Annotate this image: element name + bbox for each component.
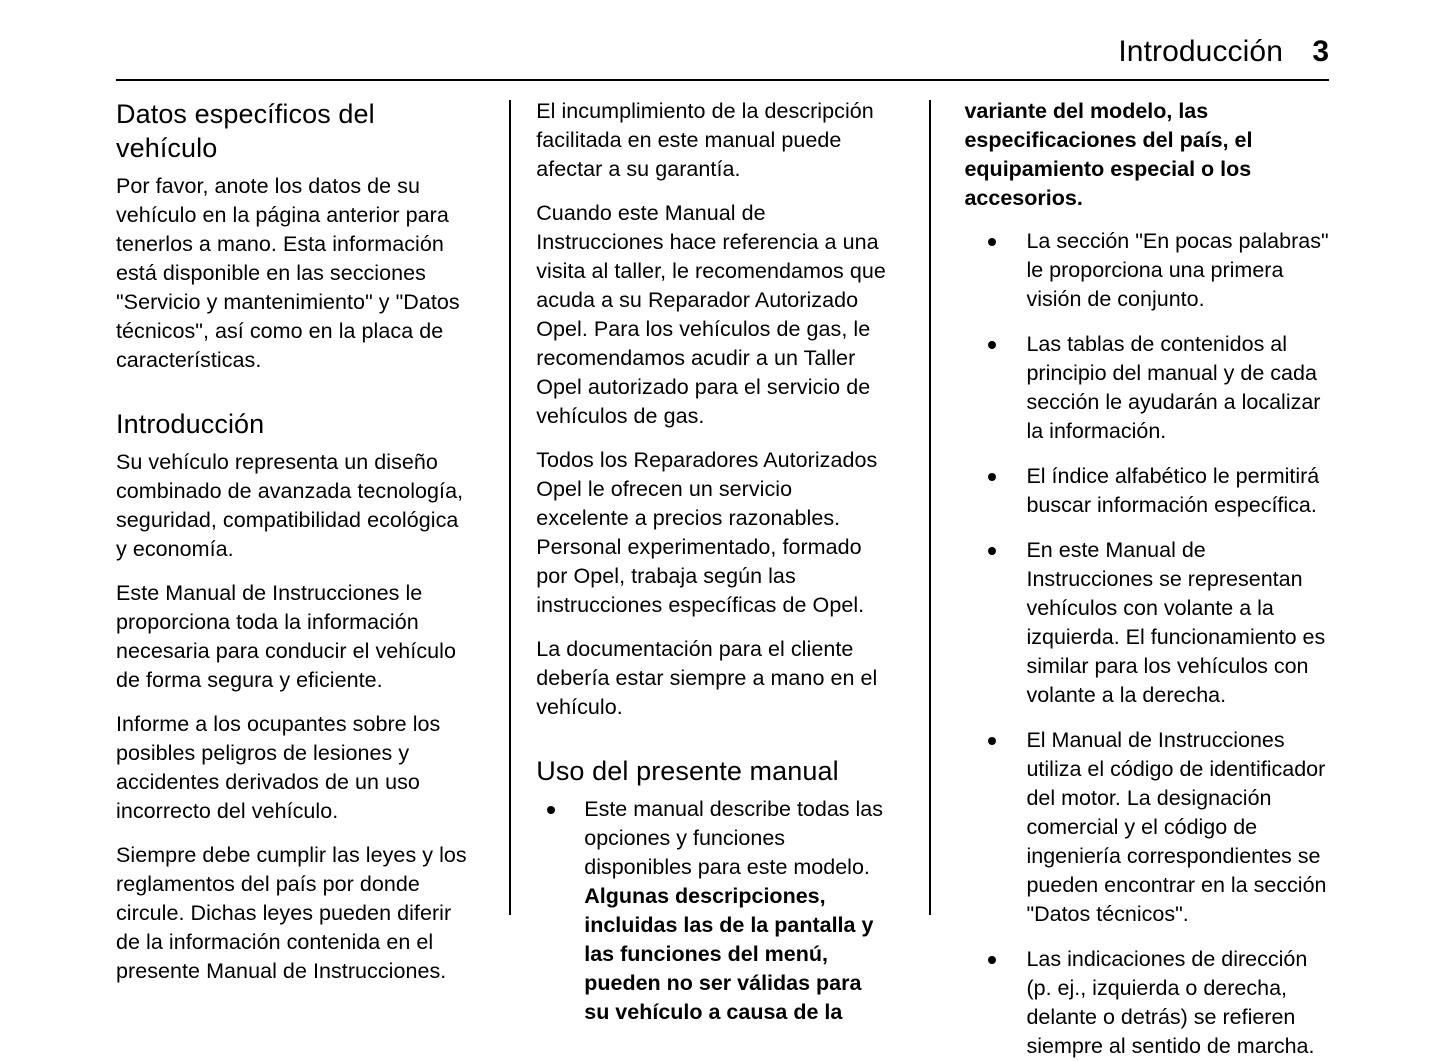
column-2 <box>511 97 929 1024</box>
content-columns <box>116 97 1329 1058</box>
list-item <box>964 227 1329 314</box>
list-item-text: Las indicaciones de dirección (p. ej., izquierda o derecha, delante o detrás) se refieren siempre al sentido de marcha. <box>1026 947 1315 1058</box>
heading-uso-del-presente-manual: Uso del presente manual <box>536 756 839 786</box>
list-item-text-bold: Algunas descripciones, incluidas las de la pantalla y las funciones del menú, pueden no ser válidas para su vehículo a causa de la <box>584 884 874 1024</box>
paragraph: Todos los Reparadores Autorizados Opel le ofrecen un servicio excelente a precios razonables. Personal experimentado, formado por Opel, trabaja según las instrucciones específicas de Opel. <box>536 448 878 617</box>
paragraph: Cuando este Manual de Instrucciones hace referencia a una visita al taller, le recomendamos que acuda a su Reparador Autorizado Opel. Para los vehículos de gas, le recomendamos acudir a un Taller Opel autorizado para el servicio de vehículos de gas. <box>536 201 886 428</box>
bullet-dot-icon <box>988 341 996 349</box>
header-divider <box>116 79 1329 81</box>
list-item-text: El Manual de Instrucciones utiliza el código de identificador del motor. La designación comercial y el código de ingeniería correspondientes se pueden encontrar en la sección "Datos técnicos". <box>1026 728 1327 926</box>
list-item-text: Las tablas de contenidos al principio del manual y de cada sección le ayudarán a localizar la información. <box>1026 332 1321 443</box>
page-title: Introducción <box>1118 35 1283 68</box>
list-item-text: En este Manual de Instrucciones se representan vehículos con volante a la izquierda. El funcionamiento es similar para los vehículos con volante a la derecha. <box>1026 538 1326 707</box>
bullet-list <box>964 227 1329 1061</box>
heading-datos-especificos: Datos específicos del vehículo <box>116 99 375 163</box>
list-item <box>536 795 889 1027</box>
list-item <box>964 330 1329 446</box>
heading-introduccion: Introducción <box>116 409 265 439</box>
list-item <box>964 462 1329 520</box>
page-number: 3 <box>1312 35 1329 68</box>
bullet-dot-icon <box>988 547 996 555</box>
column-1 <box>116 97 509 983</box>
column-3 <box>931 97 1329 1058</box>
list-item <box>964 726 1329 929</box>
paragraph: El incumplimiento de la descripción facilitada en este manual puede afectar a su garantía. <box>536 99 874 181</box>
paragraph: Siempre debe cumplir las leyes y los reglamentos del país por donde circule. Dichas leyes pueden diferir de la información contenida en el presente Manual de Instrucciones. <box>116 843 467 983</box>
list-item-text: El índice alfabético le permitirá buscar información específica. <box>1026 464 1320 517</box>
bullet-list <box>536 795 889 1027</box>
paragraph: Este Manual de Instrucciones le proporciona toda la información necesaria para conducir el vehículo de forma segura y eficiente. <box>116 581 456 692</box>
bullet-dot-icon <box>988 737 996 745</box>
list-item <box>964 945 1329 1061</box>
paragraph: La documentación para el cliente debería estar siempre a mano en el vehículo. <box>536 637 878 719</box>
paragraph: Por favor, anote los datos de su vehículo en la página anterior para tenerlos a mano. Esta información está disponible en las secciones "Servicio y mantenimiento" y "Datos técnicos", así como en la placa de características. <box>116 174 460 372</box>
bullet-dot-icon <box>988 238 996 246</box>
list-item-text: La sección "En pocas palabras" le proporciona una primera visión de conjunto. <box>1026 229 1329 311</box>
bullet-dot-icon <box>988 473 996 481</box>
bullet-dot-icon <box>988 956 996 964</box>
page-header <box>116 34 1329 82</box>
paragraph-continuation: variante del modelo, las especificaciones del país, el equipamiento especial o los accesorios. <box>964 99 1253 210</box>
bullet-dot-icon <box>547 806 555 814</box>
list-item <box>964 536 1329 710</box>
paragraph: Su vehículo representa un diseño combinado de avanzada tecnología, seguridad, compatibilidad ecológica y economía. <box>116 450 464 561</box>
paragraph: Informe a los ocupantes sobre los posibles peligros de lesiones y accidentes derivados de un uso incorrecto del vehículo. <box>116 712 441 823</box>
list-item-text: Este manual describe todas las opciones y funciones disponibles para este modelo. <box>584 797 884 879</box>
